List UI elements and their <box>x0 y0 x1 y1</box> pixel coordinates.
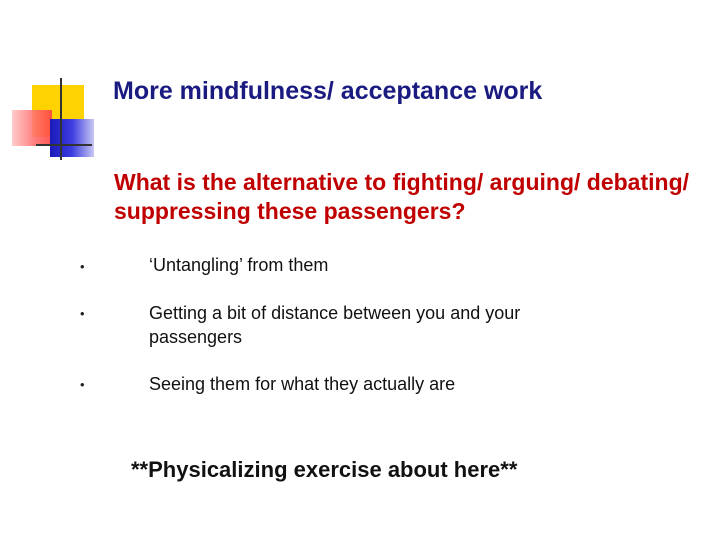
red-square-decoration <box>12 110 52 146</box>
bullet-text: ‘Untangling’ from them <box>149 255 329 275</box>
bullet-marker: • <box>80 306 85 321</box>
bullet-marker: • <box>80 259 85 274</box>
bullet-text: Getting a bit of distance between you and your passengers <box>149 303 521 347</box>
slide-title: More mindfulness/ acceptance work <box>113 77 543 105</box>
footer-note: **Physicalizing exercise about here** <box>131 457 518 482</box>
bullet-marker: • <box>80 377 85 392</box>
bullet-text: Seeing them for what they actually are <box>149 374 456 394</box>
vertical-line-decoration <box>60 78 62 160</box>
horizontal-line-decoration <box>36 144 92 146</box>
slide-subheading: What is the alternative to fighting/ arguing/ debating/ suppressing these passengers? <box>114 169 690 224</box>
blue-square-decoration <box>50 119 94 157</box>
